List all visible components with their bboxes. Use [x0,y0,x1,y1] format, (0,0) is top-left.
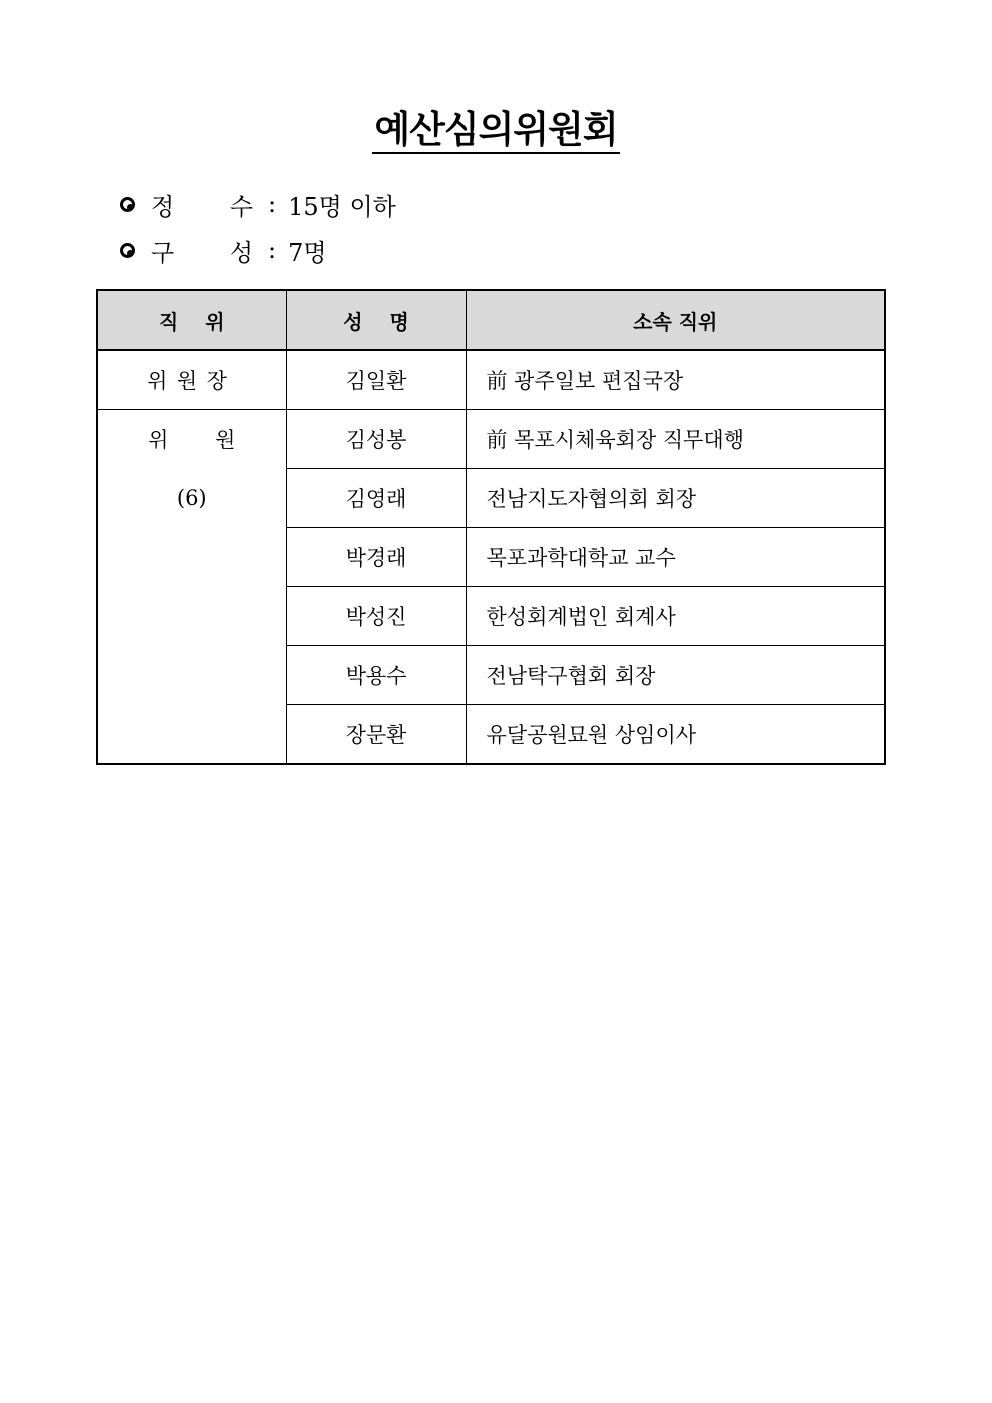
chair-name: 김일환 [286,350,466,410]
page-title [0,108,992,152]
info-label-composition-text: 구 성 [151,238,253,267]
info-label-quota-text: 정 수 [151,192,253,221]
members-position [97,410,286,765]
table-header-row [97,290,885,350]
member-name: 박경래 [286,528,466,587]
member-affiliation: 전남지도자협의회 회장 [466,469,885,528]
info-label-composition [151,233,256,268]
member-name: 장문환 [286,705,466,765]
member-affiliation: 목포과학대학교 교수 [466,528,885,587]
info-row-composition [120,232,327,268]
header-affiliation: 소속 직위 [466,290,885,350]
circle-bullet-icon [120,243,135,258]
chair-affiliation: 前 광주일보 편집국장 [466,350,885,410]
committee-table [96,289,886,765]
member-affiliation: 前 목포시체육회장 직무대행 [466,410,885,469]
member-affiliation: 한성회계법인 회계사 [466,587,885,646]
info-value-composition: 7명 [288,238,327,267]
header-name: 성 명 [286,290,466,350]
table-row [97,410,885,469]
member-affiliation: 유달공원묘원 상임이사 [466,705,885,765]
header-position: 직 위 [97,290,286,350]
members-label: 위 원 [148,428,236,452]
table-row [97,350,885,410]
member-name: 김영래 [286,469,466,528]
colon: : [268,190,277,218]
member-name: 박용수 [286,646,466,705]
info-row-quota [120,186,396,222]
info-value-quota: 15명 이하 [288,192,396,221]
chair-position: 위원장 [97,350,286,410]
colon: : [268,236,277,264]
circle-bullet-icon [120,197,135,212]
member-name: 김성봉 [286,410,466,469]
info-label-quota [151,187,256,222]
members-count: (6) [176,486,207,510]
page-title-text: 예산심의위원회 [372,108,619,154]
member-name: 박성진 [286,587,466,646]
member-affiliation: 전남탁구협회 회장 [466,646,885,705]
